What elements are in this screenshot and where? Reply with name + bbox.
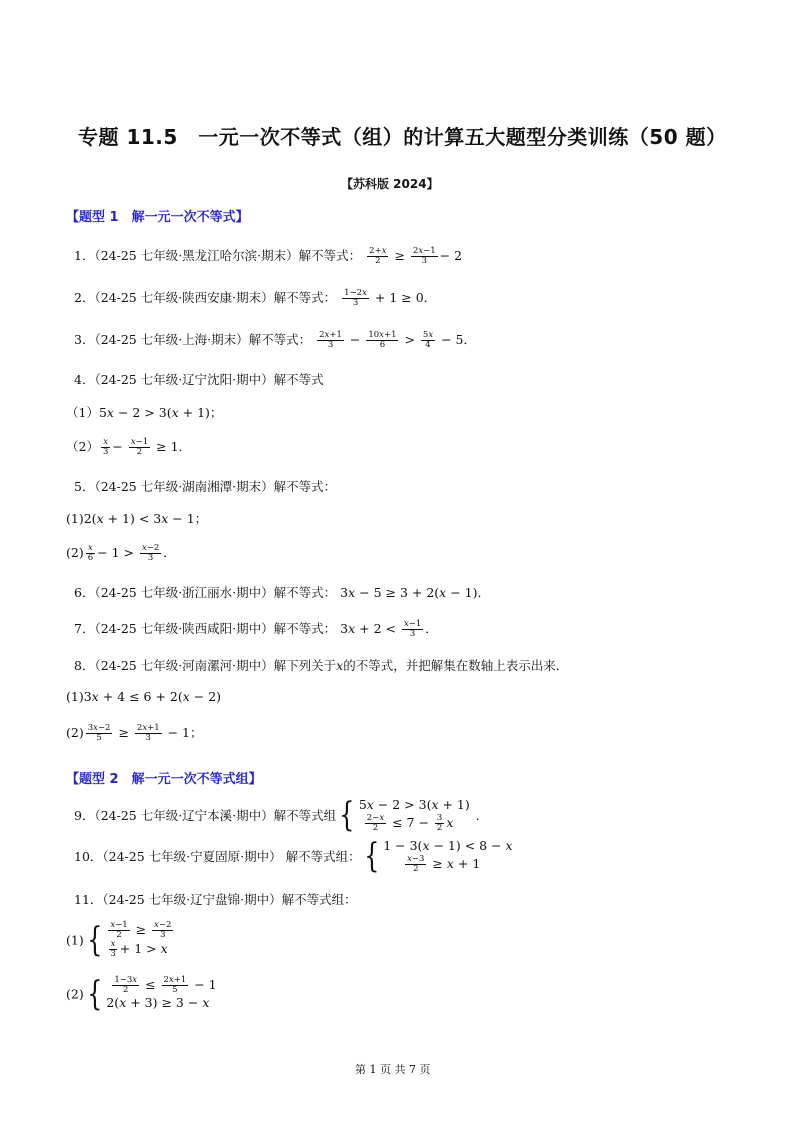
question-source: （24-25 七年级·宁夏固原·期中） 解不等式组： (102, 848, 361, 864)
question-number: 7． (74, 621, 95, 636)
question-6: 6．（24-25 七年级·浙江丽水·期中）解不等式： 3x − 5 ≥ 3 + 2(x − 1)． (74, 585, 490, 600)
inequality: $\frac{1-2x}{3}$ + 1 ≥ 0． (344, 288, 437, 308)
question-8: 8．（24-25 七年级·河南漯河·期中）解下列关于x的不等式，并把解集在数轴上表示出来． (74, 658, 569, 673)
question-source: （24-25 七年级·浙江丽水·期中）解不等式： (94, 585, 337, 600)
question-source: （24-25 七年级·陕西安康·期末）解不等式： (94, 290, 337, 305)
inequality: $\frac{2x+1}{3}$ − $\frac{10x+1}{6}$ > $\frac{5x}{4}$ − 5． (319, 330, 476, 350)
question-number: 9． (74, 807, 95, 823)
question-source: （24-25 七年级·辽宁本溪·期中）解不等式组 (94, 807, 337, 823)
question-8-part-1: (1)3x + 4 ≤ 6 + 2(x − 2) (66, 689, 222, 704)
question-source: （24-25 七年级·陕西咸阳·期中）解不等式： (94, 621, 337, 636)
question-11-part-2: (2) { $\frac{1-3x}{2}$ ≤ $\frac{2x+1}{5}$ − 1 2(x + 3) ≥ 3 − x (66, 973, 217, 1014)
question-number: 1． (74, 248, 95, 263)
page-title: 专题 11.5 一元一次不等式（组）的计算五大题型分类训练（50 题） (78, 125, 727, 149)
question-5-part-2: (2) $\frac{x}{6}$ − 1 > $\frac{x-2}{3}$ ． (66, 543, 176, 563)
question-9: 9．（24-25 七年级·辽宁本溪·期中）解不等式组 { 5x − 2 > 3(x + 1) $\frac{2-x}{2}$ ≤ 7 − $\frac{3}{2}$ x ． (74, 794, 489, 835)
inequality-system: { $\frac{x-1}{2}$ ≥ $\frac{x-2}{3}$ $\frac{x}{3}$ + 1 > x (86, 919, 172, 960)
edition-label: 【苏科版 2024】 (341, 177, 439, 191)
question-number: 8． (74, 658, 95, 673)
inequality-system: { 5x − 2 > 3(x + 1) $\frac{2-x}{2}$ ≤ 7 − $\frac{3}{2}$ x (339, 794, 470, 835)
question-source: （24-25 七年级·湖南湘潭·期末）解不等式： (94, 479, 337, 494)
question-source: （24-25 七年级·河南漯河·期中）解下列关于 (94, 658, 337, 673)
inequality: $\frac{2+x}{2}$ ≥ $\frac{2x-1}{3}$ − 2 (369, 246, 463, 266)
question-number: 10． (74, 848, 103, 864)
inequality-system: { 1 − 3(x − 1) < 8 − x $\frac{x-3}{2}$ ≥ x + 1 (363, 835, 513, 876)
question-4-part-2: （2） $\frac{x}{3}$ − $\frac{x-1}{2}$ ≥ 1． (66, 437, 192, 457)
question-7: 7．（24-25 七年级·陕西咸阳·期中）解不等式： 3x + 2 < $\frac{x-1}{3}$ ． (74, 619, 438, 639)
question-number: 5． (74, 479, 95, 494)
question-10 (74, 835, 513, 876)
question-number: 6． (74, 585, 95, 600)
question-source: （24-25 七年级·辽宁沈阳·期中）解不等式 (94, 372, 324, 387)
question-1 (74, 246, 462, 266)
question-5 (74, 477, 336, 495)
question-source: （24-25 七年级·上海·期末）解不等式： (94, 332, 312, 347)
inequality-system: { $\frac{1-3x}{2}$ ≤ $\frac{2x+1}{5}$ − 1 2(x + 3) ≥ 3 − x (86, 973, 217, 1014)
question-11 (74, 890, 357, 908)
question-number: 2． (74, 290, 95, 305)
question-number: 4． (74, 372, 95, 387)
question-2 (74, 288, 436, 308)
question-source: （24-25 七年级·辽宁盘锦·期中）解不等式组： (102, 892, 357, 907)
question-source: （24-25 七年级·黑龙江哈尔滨·期末）解不等式： (94, 248, 362, 263)
question-number: 11． (74, 892, 103, 907)
question-11-part-1: (1) { $\frac{x-1}{2}$ ≥ $\frac{x-2}{3}$ $\frac{x}{3}$ + 1 > x (66, 921, 175, 959)
section-heading-1: 【题型 1 解一元一次不等式】 (66, 210, 249, 225)
question-4-part-1: （1）5x − 2 > 3(x + 1)； (66, 405, 223, 420)
question-instruction: 的不等式，并把解集在数轴上表示出来． (343, 658, 569, 673)
page-footer: 第 1 页 共 7 页 (355, 1063, 431, 1076)
question-number: 3． (74, 332, 95, 347)
question-3 (74, 330, 476, 350)
section-heading-2: 【题型 2 解一元一次不等式组】 (66, 772, 262, 787)
question-8-part-2: (2) $\frac{3x-2}{5}$ ≥ $\frac{2x+1}{3}$ − 1； (66, 723, 203, 743)
question-4 (74, 370, 324, 388)
question-5-part-1: (1)2(x + 1) < 3x − 1； (66, 511, 208, 526)
